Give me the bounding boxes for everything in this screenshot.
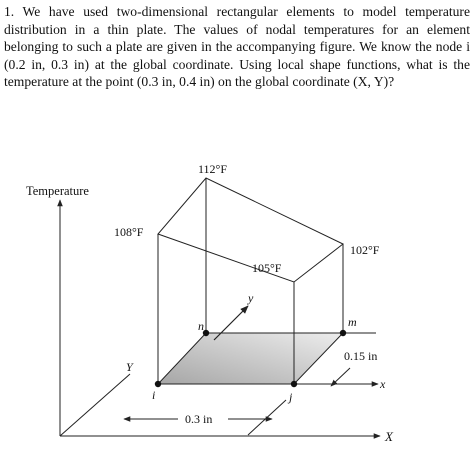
temp-label-i: 108°F — [114, 225, 144, 239]
node-i-dot — [155, 381, 161, 387]
global-Y-axis — [60, 374, 130, 436]
temperature-surface — [158, 178, 343, 282]
temp-label-j: 105°F — [252, 261, 282, 275]
axis-label-temperature: Temperature — [26, 184, 89, 198]
axis-label-Y: Y — [126, 360, 133, 374]
node-j-dot — [291, 381, 297, 387]
element-figure — [0, 140, 474, 460]
dim-label-height: 0.15 in — [344, 349, 378, 363]
temp-label-m: 102°F — [350, 243, 380, 257]
element-plate — [158, 333, 343, 384]
node-label-n: n — [198, 319, 204, 333]
axis-label-X: X — [385, 429, 393, 444]
temp-label-n: 112°F — [198, 162, 228, 176]
axis-label-x: x — [380, 377, 386, 391]
dim-width-tick — [248, 400, 286, 435]
node-label-j: j — [289, 390, 293, 404]
node-label-i: i — [152, 388, 156, 402]
axis-label-y: y — [248, 291, 254, 305]
dim-label-width: 0.3 in — [185, 412, 213, 426]
node-m-dot — [340, 330, 346, 336]
node-label-m: m — [348, 315, 357, 329]
problem-statement: 1. We have used two-dimensional rectangular elements to model temperature distribution in a thin plate. The values of nodal temperatures for an element belonging to such a plate are given in the accompanying figure. We know the node i (0.2 in, 0.3 in) at the global coordinate. Using local shape functions, what is the temperature at the point (0.3 in, 0.4 in) on the global coordinate (X, Y)? — [4, 4, 470, 90]
dim-height-arrow — [331, 368, 350, 386]
